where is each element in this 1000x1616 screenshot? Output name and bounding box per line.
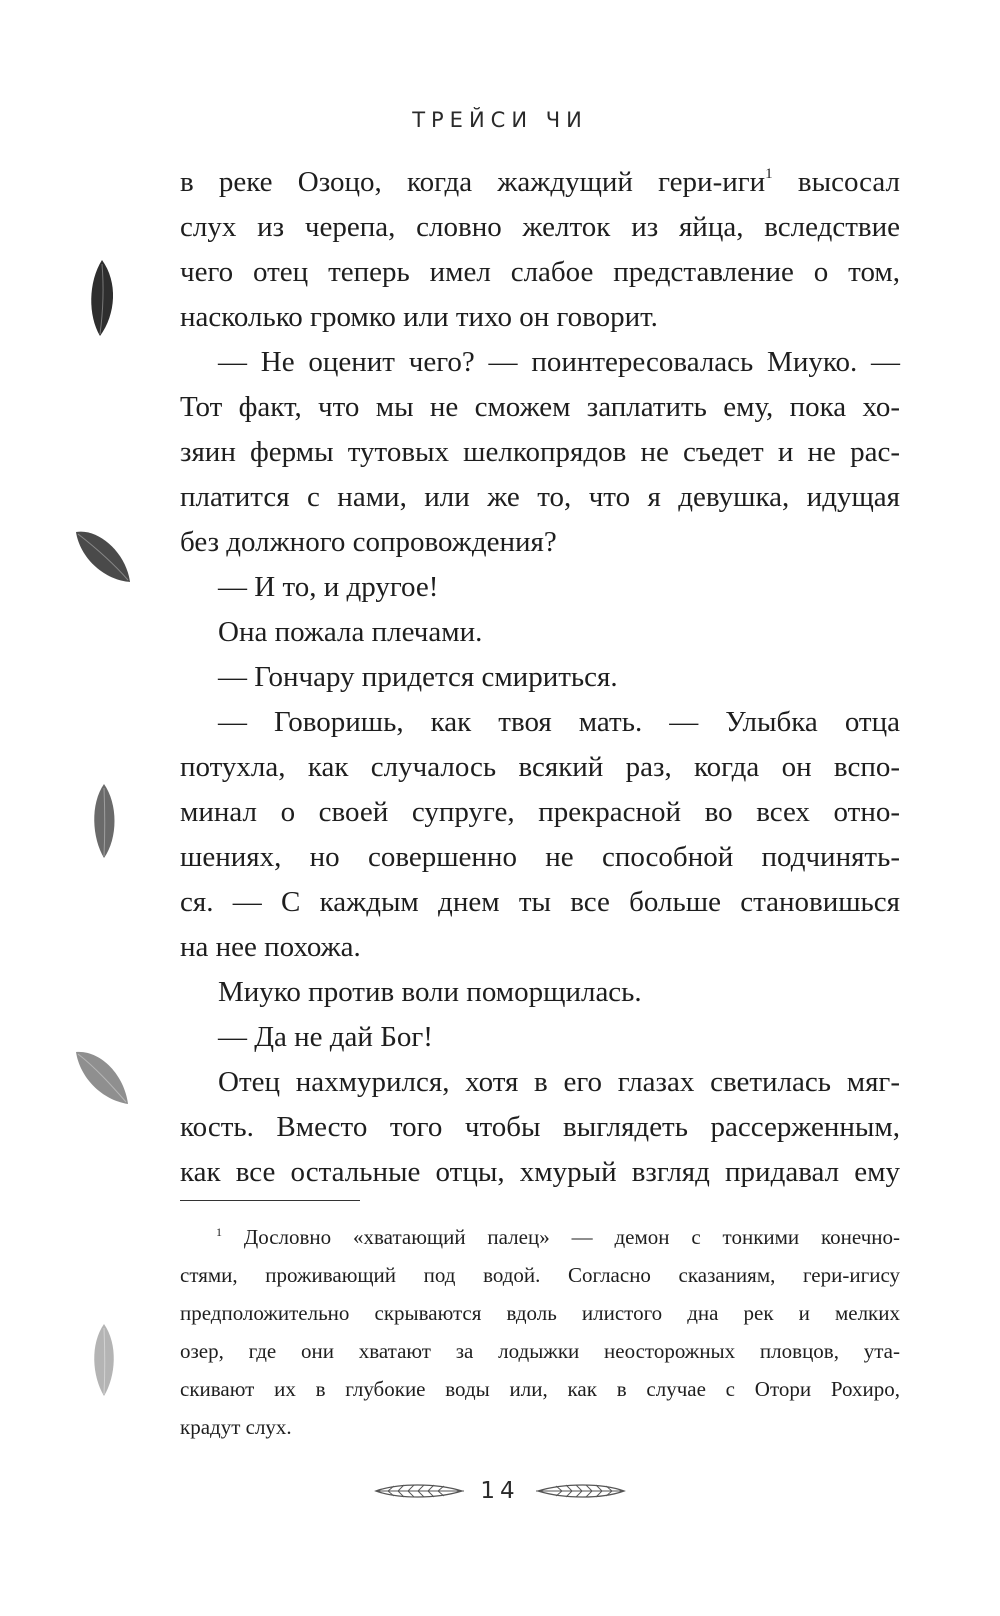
page-number: 14: [480, 1478, 520, 1504]
footnote-line: стями, проживающий под водой. Согласно сказаниям, гери-игису: [180, 1263, 900, 1287]
text-line: минал о своей супруге, прекрасной во всех отно-: [180, 796, 900, 828]
text-line: в реке Озоцо, когда жаждущий гери-иги$^1$ высосал: [180, 166, 900, 198]
text-line: шениях, но совершенно не способной подчинять-: [180, 841, 900, 873]
text-line: кость. Вместо того чтобы выглядеть рассерженным,: [180, 1111, 900, 1143]
footnote: [180, 1218, 900, 1446]
text-line: платится с нами, или же то, что я девушка, идущая: [180, 481, 900, 513]
footnote-line: предположительно скрываются вдоль илистого дна рек и мелких: [180, 1301, 900, 1325]
running-head: ТРЕЙСИ ЧИ: [412, 108, 588, 132]
text-line: на нее похожа.: [180, 931, 361, 963]
leaf-icon: [82, 258, 122, 338]
footnote-line: скивают их в глубокие воды или, как в случае с Отори Рохиро,: [180, 1377, 900, 1401]
text-line: слух из черепа, словно желток из яйца, вследствие: [180, 211, 900, 243]
text-line: чего отец теперь имел слабое представление о том,: [180, 256, 900, 288]
text-line: насколько громко или тихо он говорит.: [180, 301, 658, 333]
footnote-line: $^1$ Дословно «хватающий палец» — демон с тонкими конечно-: [216, 1225, 900, 1249]
text-line: Она пожала плечами.: [218, 616, 483, 648]
leaf-icon: [74, 528, 132, 586]
text-line: зяин фермы тутовых шелкопрядов не съедет и не рас-: [180, 436, 900, 468]
feather-ornament-icon: [534, 1481, 626, 1501]
footnote-line: озер, где они хватают за лодыжки неосторожных пловцов, ута-: [180, 1339, 900, 1363]
text-line: — И то, и другое!: [218, 571, 439, 603]
text-line: ся. — С каждым днем ты все больше становишься: [180, 886, 900, 918]
text-line: как все остальные отцы, хмурый взгляд придавал ему: [180, 1156, 900, 1188]
text-line: — Гончару придется смириться.: [218, 661, 618, 693]
text-line: потухла, как случалось всякий раз, когда он вспо-: [180, 751, 900, 783]
text-line: Отец нахмурился, хотя в его глазах светилась мяг-: [218, 1066, 900, 1098]
feather-ornament-icon: [374, 1481, 466, 1501]
text-line: Тот факт, что мы не сможем заплатить ему, пока хо-: [180, 391, 900, 423]
text-line: — Говоришь, как твоя мать. — Улыбка отца: [218, 706, 900, 738]
footnote-ref: 1: [765, 166, 773, 182]
footnote-line: крадут слух.: [180, 1415, 292, 1439]
leaf-icon: [86, 782, 122, 860]
text-line: без должного сопровождения?: [180, 526, 557, 558]
text-line: — Да не дай Бог!: [218, 1021, 433, 1053]
page-footer: [0, 1478, 1000, 1518]
text-line: Миуко против воли поморщилась.: [218, 976, 642, 1008]
footnote-divider: [180, 1200, 360, 1201]
text-line: — Не оценит чего? — поинтересовалась Миуко. —: [218, 346, 900, 378]
body-text: [180, 160, 900, 1195]
leaf-icon: [88, 1322, 120, 1398]
leaf-icon: [74, 1048, 130, 1106]
footnote-marker: 1: [216, 1225, 222, 1239]
